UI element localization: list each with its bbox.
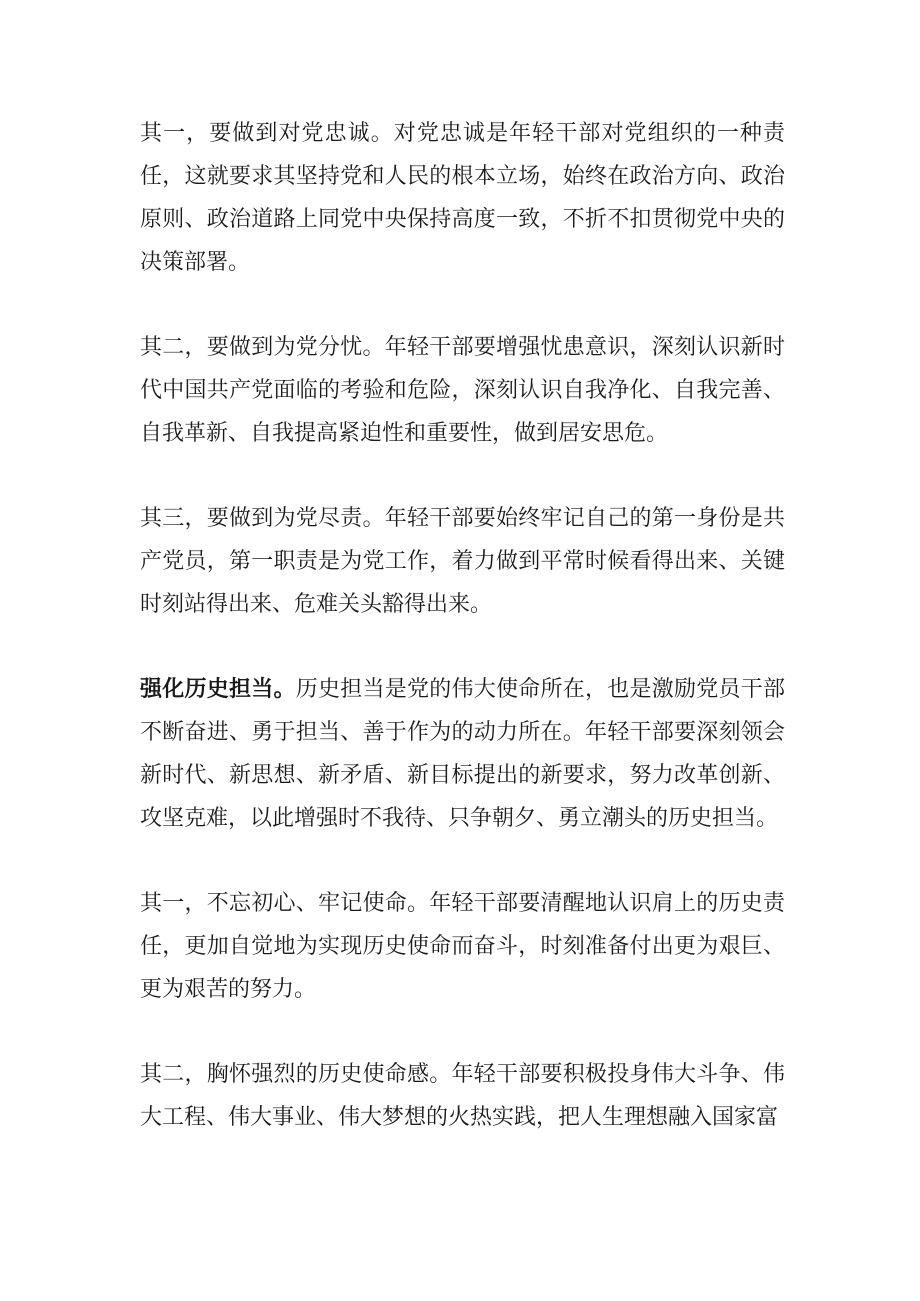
paragraph-original-aspiration — [140, 882, 785, 1011]
paragraph-text: 其一，不忘初心、牢记使命。年轻干部要清醒地认识肩上的历史责任，更加自觉地为实现历史使命而奋斗，时刻准备付出更为艰巨、更为艰苦的努力。 — [140, 891, 785, 1002]
section-heading: 强化历史担当。 — [140, 677, 296, 702]
paragraph-text: 其三，要做到为党尽责。年轻干部要始终牢记自己的第一身份是共产党员，第一职责是为党工作，着力做到平常时候看得出来、关键时刻站得出来、危难关头豁得出来。 — [140, 506, 785, 617]
document-body — [140, 112, 785, 1139]
paragraph-historical-responsibility — [140, 668, 785, 840]
paragraph-sense-of-mission — [140, 1053, 785, 1139]
paragraph-share-party-worries — [140, 326, 785, 455]
paragraph-fulfill-duty — [140, 497, 785, 626]
paragraph-text: 其二，胸怀强烈的历史使命感。年轻干部要积极投身伟大斗争、伟大工程、伟大事业、伟大梦想的火热实践，把人生理想融入国家富 — [140, 1062, 785, 1130]
paragraph-text: 其一，要做到对党忠诚。对党忠诚是年轻干部对党组织的一种责任，这就要求其坚持党和人民的根本立场，始终在政治方向、政治原则、政治道路上同党中央保持高度一致，不折不扣贯彻党中央的决策部署。 — [140, 121, 785, 275]
paragraph-text: 历史担当是党的伟大使命所在，也是激励党员干部不断奋进、勇于担当、善于作为的动力所在。年轻干部要深刻领会新时代、新思想、新矛盾、新目标提出的新要求，努力改革创新、攻坚克难，以此增强时不我待、只争朝夕、勇立潮头的历史担当。 — [140, 677, 785, 831]
paragraph-text: 其二，要做到为党分忧。年轻干部要增强忧患意识，深刻认识新时代中国共产党面临的考验和危险，深刻认识自我净化、自我完善、自我革新、自我提高紧迫性和重要性，做到居安思危。 — [140, 335, 785, 446]
paragraph-loyalty-to-party — [140, 112, 785, 284]
